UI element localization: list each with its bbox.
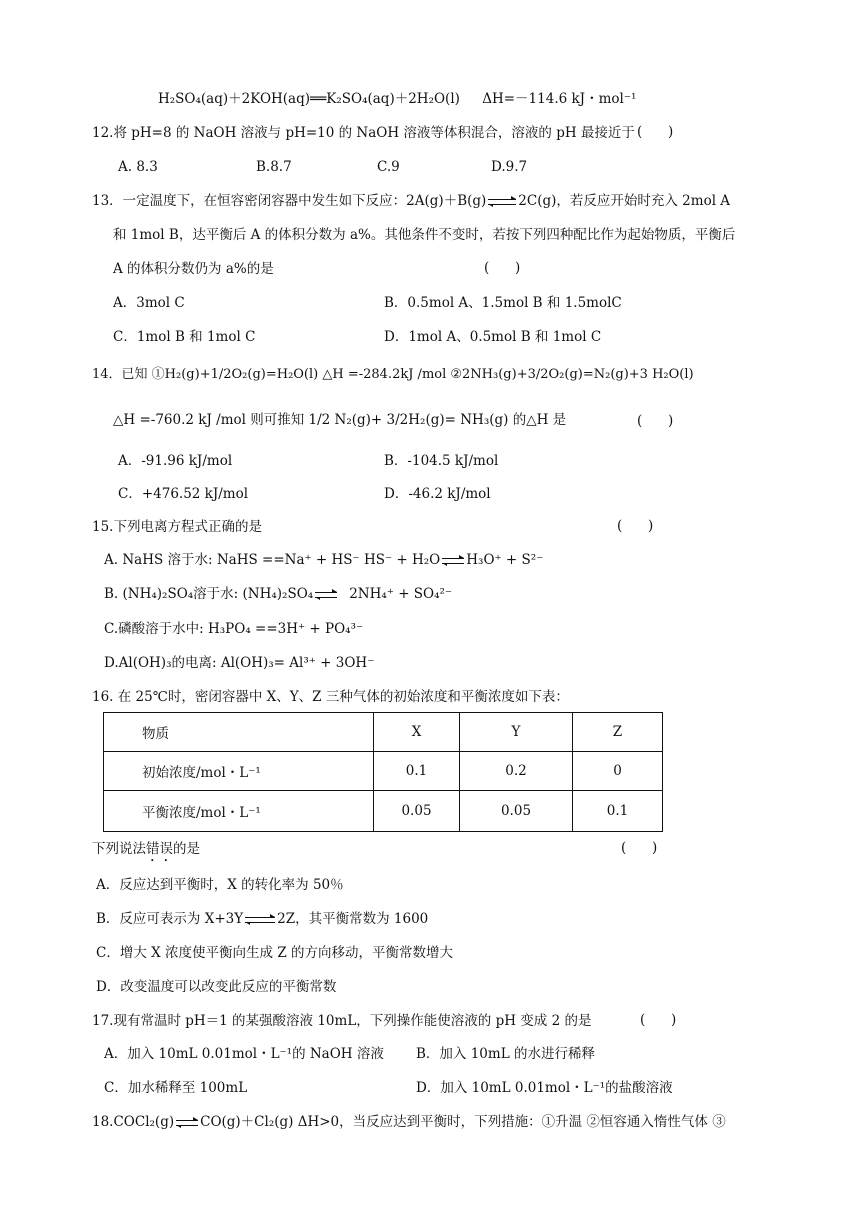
table-cell: 0.1 (374, 752, 460, 791)
q15-option-b: B. (NH₄)₂SO₄溶于水: (NH₄)₂SO₄ 2NH₄⁺ + SO₄²⁻ (104, 586, 453, 602)
equilibrium-arrow-icon (315, 590, 337, 600)
q13-line1: 13．一定温度下，在恒容密闭容器中发生如下反应：2A(g)＋B(g) 2C(g)，若反应开始时充入 2mol A (92, 193, 731, 209)
q13-option-b: B．0.5mol A、1.5mol B 和 1.5molC (384, 295, 622, 311)
q14-option-d: D．-46.2 kJ/mol (384, 486, 491, 502)
q12-option-d: D.9.7 (491, 159, 528, 175)
q15-stem: 15.下列电离方程式正确的是 (92, 519, 262, 535)
q17-option-c: C．加水稀释至 100mL (104, 1080, 248, 1096)
q12-stem: 12.将 pH=8 的 NaOH 溶液与 pH=10 的 NaOH 溶液等体积混合，溶液的 pH 最接近于 (92, 125, 635, 141)
q12-option-b: B.8.7 (256, 159, 292, 175)
q14-option-a: A．-91.96 kJ/mol (118, 453, 233, 469)
q14-line1: 14．已知 ①H₂(g)+1/2O₂(g)=H₂O(l) △H =-284.2kJ /mol ②2NH₃(g)+3/2O₂(g)=N₂(g)+3 H₂O(l) (92, 367, 694, 382)
q13-line2: 和 1mol B，达平衡后 A 的体积分数为 a%。其他条件不变时，若按下列四种配比作为起始物质，平衡后 (113, 227, 736, 243)
q13-answer-paren: ( ) (484, 260, 521, 276)
q16-option-b: B．反应可表示为 X+3Y 2Z，其平衡常数为 1600 (96, 911, 429, 927)
q17-option-b: B．加入 10mL 的水进行稀释 (416, 1046, 595, 1062)
table-cell: 平衡浓度/mol・L⁻¹ (104, 791, 374, 832)
q12-answer-paren: ( ) (637, 124, 674, 140)
q16-stem: 16. 在 25℃时，密闭容器中 X、Y、Z 三种气体的初始浓度和平衡浓度如下表： (92, 689, 569, 705)
equilibrium-arrow-icon (245, 915, 275, 925)
q12-option-c: C.9 (377, 159, 400, 175)
table-cell: 0.05 (374, 791, 460, 832)
q17-option-d: D．加入 10mL 0.01mol・L⁻¹的盐酸溶液 (416, 1080, 673, 1096)
q13-option-d: D．1mol A、0.5mol B 和 1mol C (384, 329, 602, 345)
table-cell: 0.1 (573, 791, 663, 832)
q13-option-a: A．3mol C (113, 295, 185, 311)
table-header-cell: Z (573, 713, 663, 752)
table-header-cell: X (374, 713, 460, 752)
q14-option-c: C．+476.52 kJ/mol (118, 486, 249, 502)
q15-answer-paren: ( ) (617, 518, 654, 534)
table-cell: 0.2 (460, 752, 573, 791)
q11-equation: H₂SO₄(aq)＋2KOH(aq)══K₂SO₄(aq)＋2H₂O(l) ΔH=－114.6 kJ・mol⁻¹ (158, 91, 637, 107)
q16-option-d: D．改变温度可以改变此反应的平衡常数 (96, 979, 337, 995)
table-row (104, 752, 663, 791)
q17-answer-paren: ( ) (640, 1012, 677, 1028)
q17-option-a: A．加入 10mL 0.01mol・L⁻¹的 NaOH 溶液 (104, 1046, 384, 1062)
table-row (104, 791, 663, 832)
q17-stem: 17.现有常温时 pH＝1 的某强酸溶液 10mL，下列操作能使溶液的 pH 变成 2 的是 (92, 1013, 592, 1029)
q15-option-d: D.Al(OH)₃的电离: Al(OH)₃= Al³⁺ + 3OH⁻ (104, 655, 375, 671)
concentration-table (103, 712, 663, 832)
equilibrium-arrow-icon (442, 556, 464, 566)
table-header-row (104, 713, 663, 752)
q14-answer-paren: ( ) (637, 413, 674, 429)
table-cell: 0.05 (460, 791, 573, 832)
q13-option-c: C．1mol B 和 1mol C (113, 329, 256, 345)
q16-option-a: A．反应达到平衡时，X 的转化率为 50％ (96, 877, 344, 893)
table-header-cell: Y (460, 713, 573, 752)
q13-line3: A 的体积分数仍为 a%的是 (113, 261, 274, 277)
q12-option-a: A. 8.3 (118, 159, 158, 175)
q16-sub-stem: 下列说法错误的是 (92, 841, 200, 857)
q15-option-a: A. NaHS 溶于水: NaHS ==Na⁺ + HS⁻ HS⁻ + H₂O H₃O⁺ + S²⁻ (104, 552, 544, 568)
q16-answer-paren: ( ) (621, 840, 658, 856)
q14-option-b: B．-104.5 kJ/mol (384, 453, 499, 469)
q14-line2: △H =-760.2 kJ /mol 则可推知 1/2 N₂(g)+ 3/2H₂(g)= NH₃(g) 的△H 是 (113, 412, 567, 428)
q16-option-c: C．增大 X 浓度使平衡向生成 Z 的方向移动，平衡常数增大 (96, 945, 453, 961)
q15-option-c: C.磷酸溶于水中: H₃PO₄ ==3H⁺ + PO₄³⁻ (104, 621, 364, 637)
table-cell: 0 (573, 752, 663, 791)
equilibrium-arrow-icon (176, 1118, 198, 1128)
table-header-cell: 物质 (104, 713, 374, 752)
equilibrium-arrow-icon (488, 197, 516, 207)
table-cell: 初始浓度/mol・L⁻¹ (104, 752, 374, 791)
q18-stem: 18.COCl₂(g) CO(g)＋Cl₂(g) ΔH>0，当反应达到平衡时，下列措施：①升温 ②恒容通入惰性气体 ③ (92, 1114, 726, 1130)
